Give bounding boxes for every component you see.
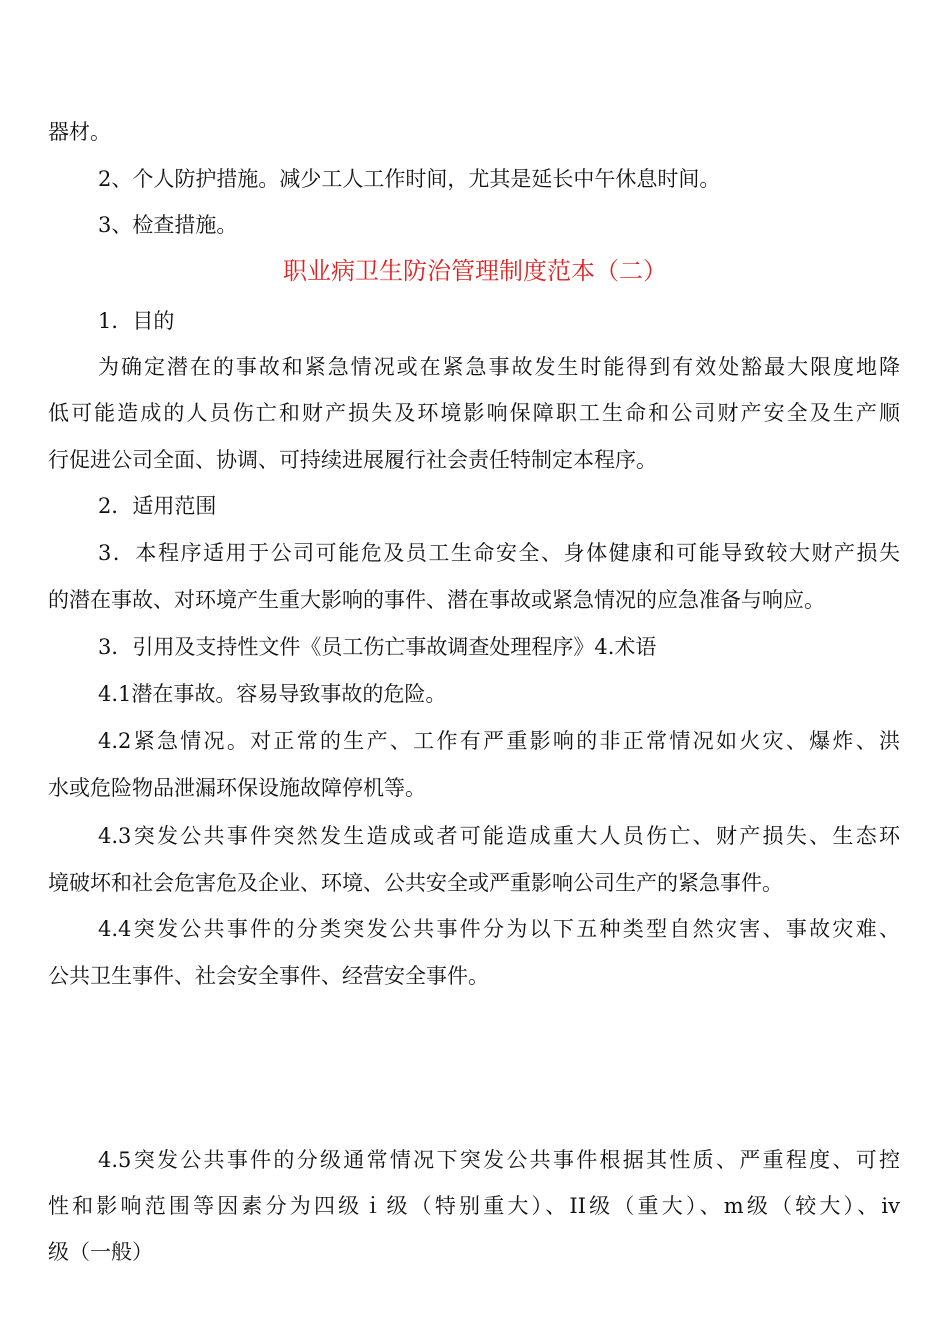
paragraph-line: 低可能造成的人员伤亡和财产损失及环境影响保障职工生命和公司财产安全及生产顺	[48, 401, 900, 425]
paragraph-line: 3．本程序适用于公司可能危及员工生命安全、身体健康和可能导致较大财产损失	[98, 541, 900, 565]
paragraph-line: 境破坏和社会危害危及企业、环境、公共安全或严重影响公司生产的紧急事件。	[48, 871, 783, 895]
paragraph-line: 级（一般）	[48, 1240, 153, 1264]
paragraph-line: 3．引用及支持性文件《员工伤亡事故调查处理程序》4.术语	[98, 635, 657, 659]
heading-scope: 2．适用范围	[98, 494, 217, 518]
paragraph-line: 的潜在事故、对环境产生重大影响的事件、潜在事故或紧急情况的应急准备与响应。	[48, 588, 825, 612]
text-line: 2、个人防护措施。减少工人工作时间，尤其是延长中午休息时间。	[98, 167, 721, 191]
paragraph-line: 性和影响范围等因素分为四级ｉ级（特别重大）、II级（重大）、m级（较大）、iv	[48, 1194, 900, 1218]
text-line: 器材。	[48, 120, 111, 144]
section-title: 职业病卫生防治管理制度范本（二）	[283, 257, 667, 285]
paragraph-line: 4.5突发公共事件的分级通常情况下突发公共事件根据其性质、严重程度、可控	[98, 1148, 900, 1172]
paragraph-line: 公共卫生事件、社会安全事件、经营安全事件。	[48, 964, 489, 988]
paragraph-line: 行促进公司全面、协调、可持续进展履行社会责任特制定本程序。	[48, 448, 657, 472]
paragraph-line: 4.4突发公共事件的分类突发公共事件分为以下五种类型自然灾害、事故灾难、	[98, 917, 900, 941]
paragraph-line: 4.2紧急情况。对正常的生产、工作有严重影响的非正常情况如火灾、爆炸、洪	[98, 729, 900, 753]
heading-purpose: 1．目的	[98, 309, 175, 333]
paragraph-line: 4.1潜在事故。容易导致事故的危险。	[98, 682, 447, 706]
text-line: 3、检查措施。	[98, 213, 238, 237]
paragraph-line: 为确定潜在的事故和紧急情况或在紧急事故发生时能得到有效处豁最大限度地降	[98, 355, 900, 379]
paragraph-line: 水或危险物品泄漏环保设施故障停机等。	[48, 776, 426, 800]
paragraph-line: 4.3突发公共事件突然发生造成或者可能造成重大人员伤亡、财产损失、生态环	[98, 824, 900, 848]
